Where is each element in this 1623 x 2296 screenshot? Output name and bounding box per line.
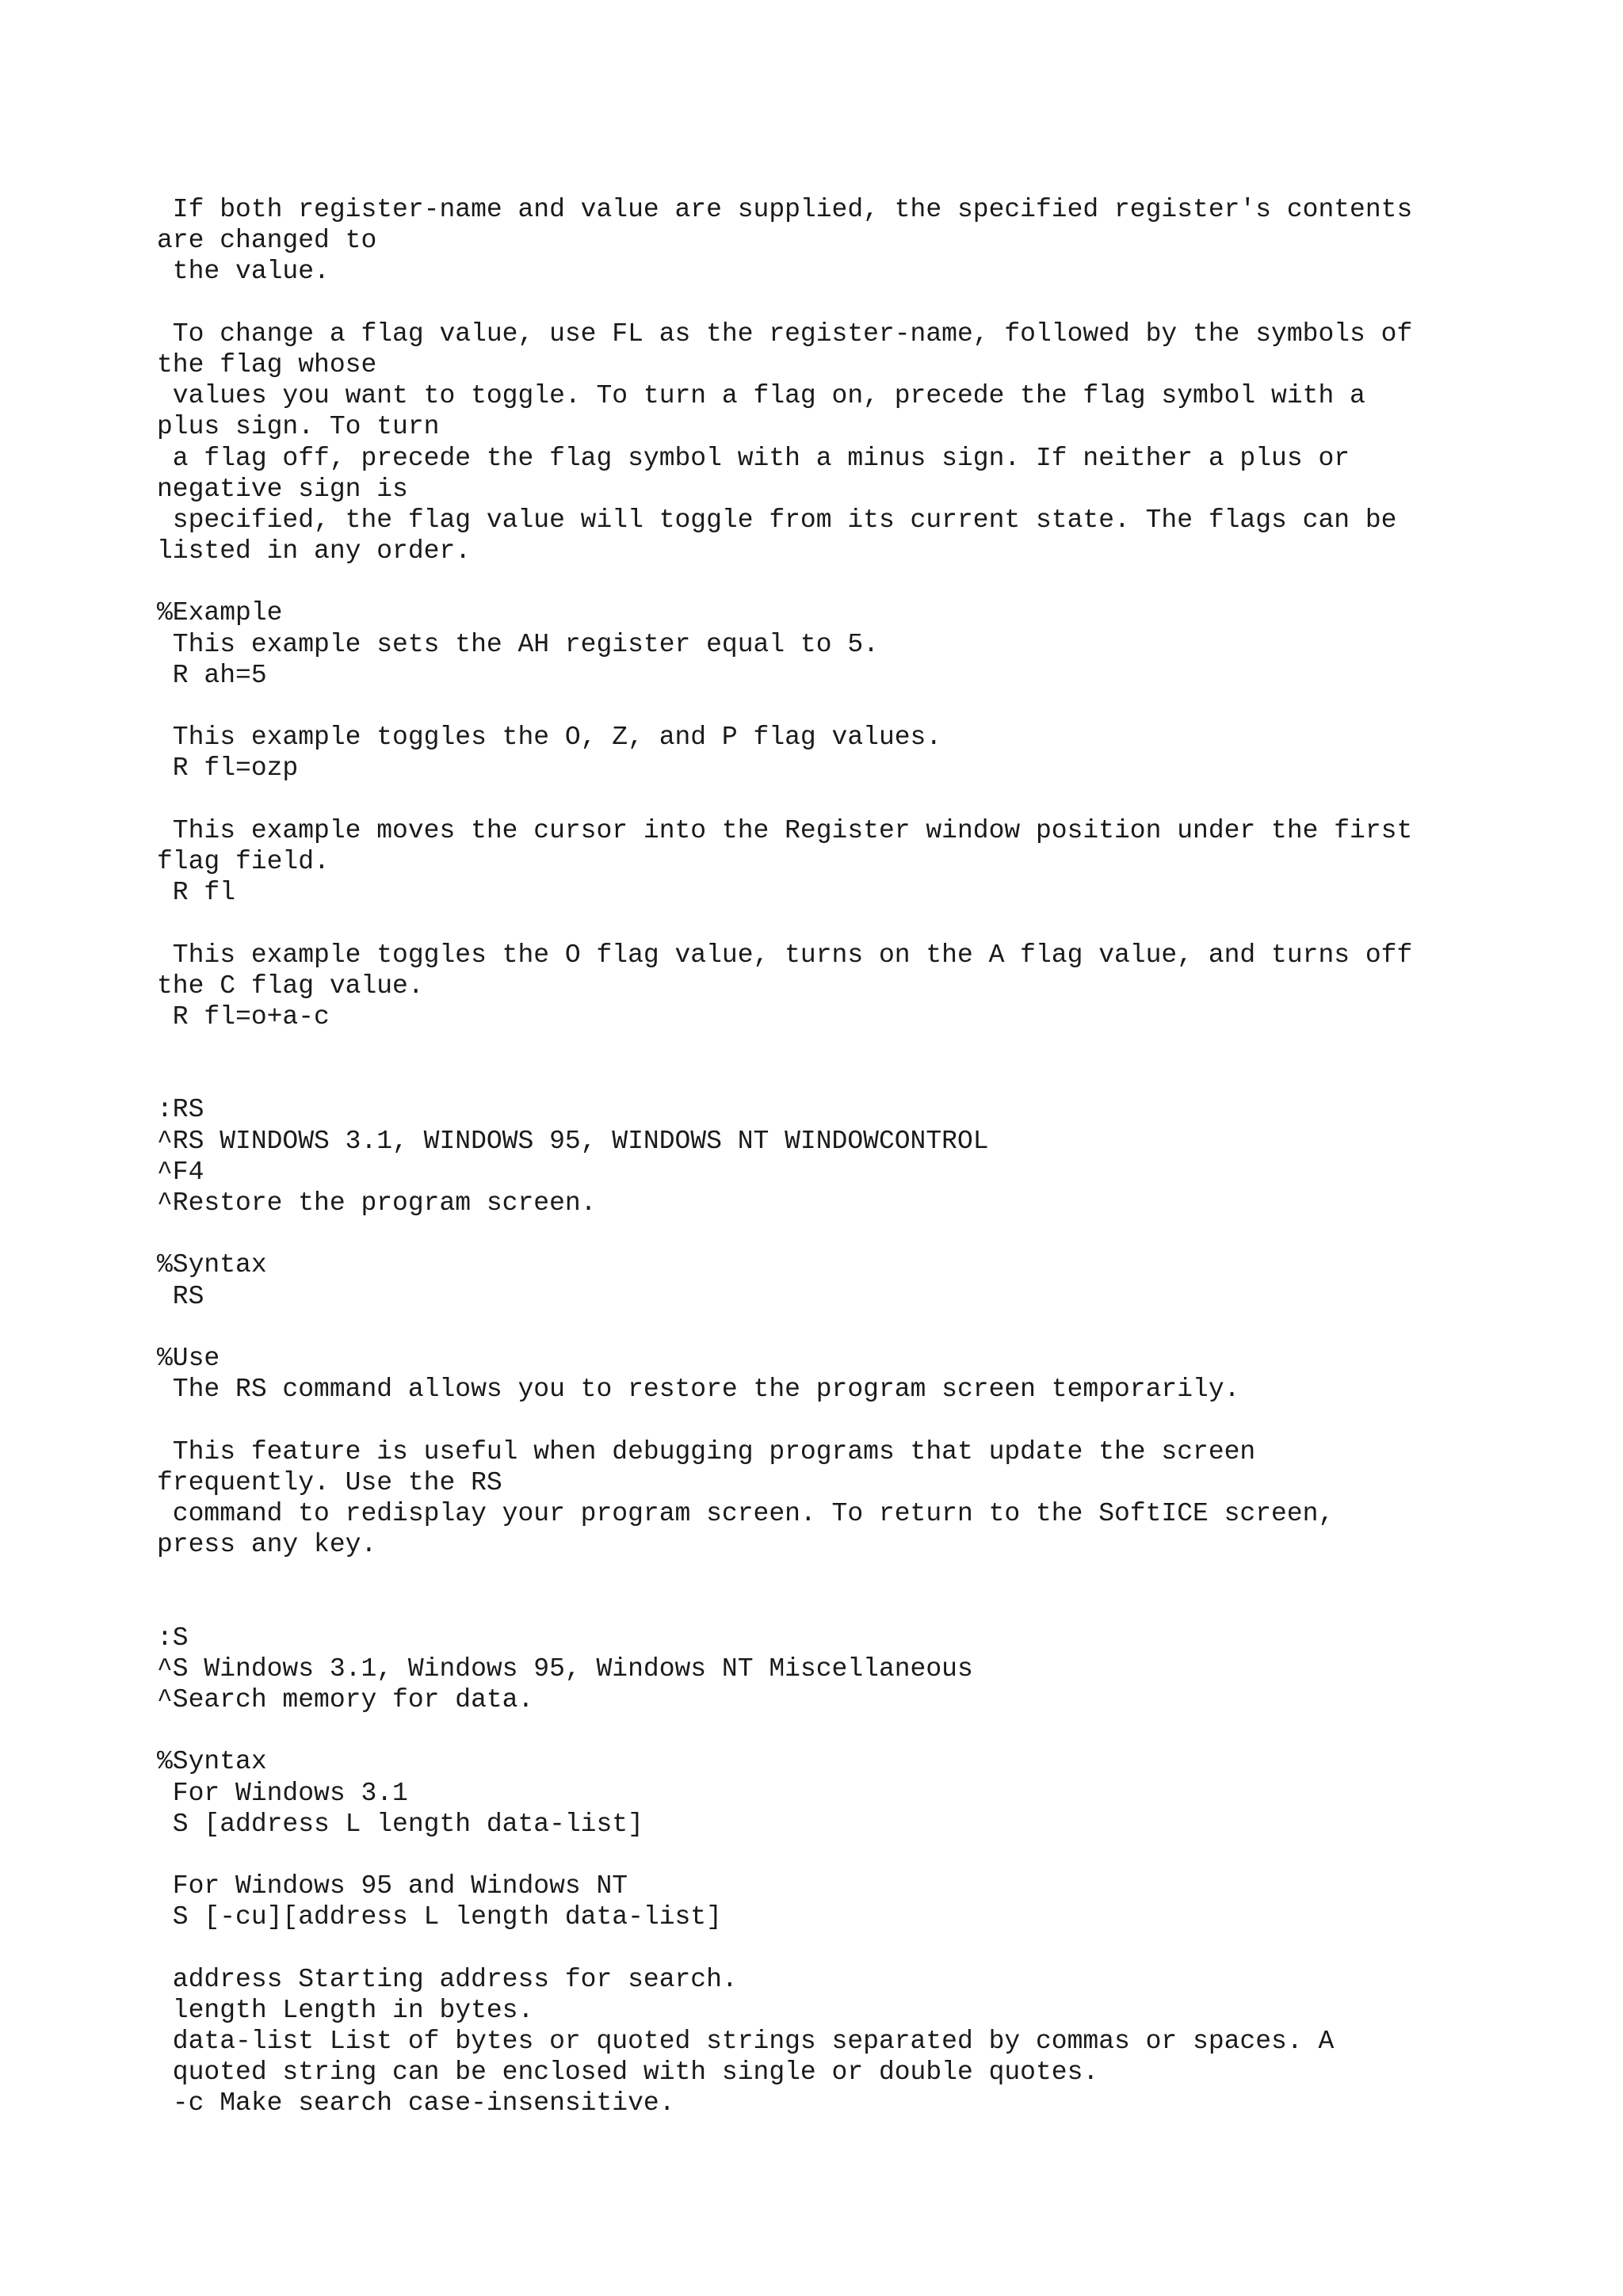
text-line: address Starting address for search.	[157, 1964, 738, 1994]
text-line: This example sets the AH register equal to 5.	[157, 629, 879, 659]
text-line: -c Make search case-insensitive.	[157, 2088, 675, 2119]
text-line	[157, 1032, 1583, 1063]
text-line: frequently. Use the RS	[157, 1467, 502, 1497]
text-line: The RS command allows you to restore the program screen temporarily.	[157, 1375, 1240, 1405]
text-line: the value.	[157, 257, 330, 287]
text-line	[157, 1063, 1583, 1094]
text-line: %Example	[157, 598, 283, 628]
text-line: R ah=5	[157, 660, 267, 690]
text-line: negative sign is	[157, 474, 408, 504]
text-line	[157, 288, 1583, 318]
text-line: R fl=o+a-c	[157, 1001, 330, 1032]
text-line	[157, 1933, 1583, 1964]
text-line: For Windows 3.1	[157, 1778, 408, 1808]
text-line: %Syntax	[157, 1250, 267, 1280]
text-line: a flag off, precede the flag symbol with a minus sign. If neither a plus or	[157, 443, 1350, 473]
text-line: This example toggles the O, Z, and P flag values.	[157, 723, 942, 753]
text-line: R fl	[157, 878, 236, 908]
text-line	[157, 784, 1583, 815]
text-line: This feature is useful when debugging programs that update the screen	[157, 1436, 1256, 1466]
text-line: are changed to	[157, 226, 377, 256]
text-line: ^Search memory for data.	[157, 1685, 534, 1714]
text-line: ^S Windows 3.1, Windows 95, Windows NT Miscellaneous	[157, 1653, 973, 1684]
text-line: listed in any order.	[157, 536, 472, 566]
text-line: plus sign. To turn	[157, 412, 440, 442]
text-line	[157, 691, 1583, 722]
text-line	[157, 908, 1583, 939]
text-line	[157, 1591, 1583, 1622]
text-line: S [address L length data-list]	[157, 1809, 643, 1839]
text-line: ^RS WINDOWS 3.1, WINDOWS 95, WINDOWS NT WINDOWCONTROL	[157, 1126, 989, 1156]
text-line: S [-cu][address L length data-list]	[157, 1902, 722, 1932]
text-line	[157, 1312, 1583, 1343]
document-body	[157, 194, 1583, 2119]
text-line	[157, 566, 1583, 597]
text-line: This example moves the cursor into the Register window position under the first	[157, 815, 1413, 845]
text-line	[157, 1560, 1583, 1591]
text-line: specified, the flag value will toggle from its current state. The flags can be	[157, 505, 1397, 535]
text-line	[157, 1715, 1583, 1746]
text-line: the C flag value.	[157, 971, 424, 1001]
text-line: R fl=ozp	[157, 753, 299, 784]
text-line: data-list List of bytes or quoted strings separated by commas or spaces. A	[157, 2027, 1335, 2057]
text-line: This example toggles the O flag value, turns on the A flag value, and turns off	[157, 940, 1413, 970]
text-line: If both register-name and value are supplied, the specified register's contents	[157, 195, 1413, 224]
text-line	[157, 1219, 1583, 1249]
text-line: :RS	[157, 1095, 204, 1125]
text-line: %Use	[157, 1343, 220, 1373]
text-line: For Windows 95 and Windows NT	[157, 1871, 628, 1901]
text-line: ^F4	[157, 1157, 204, 1187]
text-line: press any key.	[157, 1530, 377, 1560]
text-line: flag field.	[157, 846, 330, 876]
text-line: To change a flag value, use FL as the register-name, followed by the symbols of	[157, 318, 1413, 349]
text-line: command to redisplay your program screen. To return to the SoftICE screen,	[157, 1498, 1335, 1528]
text-line: RS	[157, 1281, 204, 1311]
text-line: values you want to toggle. To turn a flag on, precede the flag symbol with a	[157, 381, 1365, 411]
text-line: ^Restore the program screen.	[157, 1188, 597, 1218]
text-line: :S	[157, 1623, 189, 1653]
text-line: %Syntax	[157, 1747, 267, 1777]
text-line: length Length in bytes.	[157, 1995, 534, 2025]
text-line	[157, 1840, 1583, 1871]
text-line: quoted string can be enclosed with single or double quotes.	[157, 2058, 1099, 2088]
text-line	[157, 1405, 1583, 1436]
text-line: the flag whose	[157, 349, 377, 379]
